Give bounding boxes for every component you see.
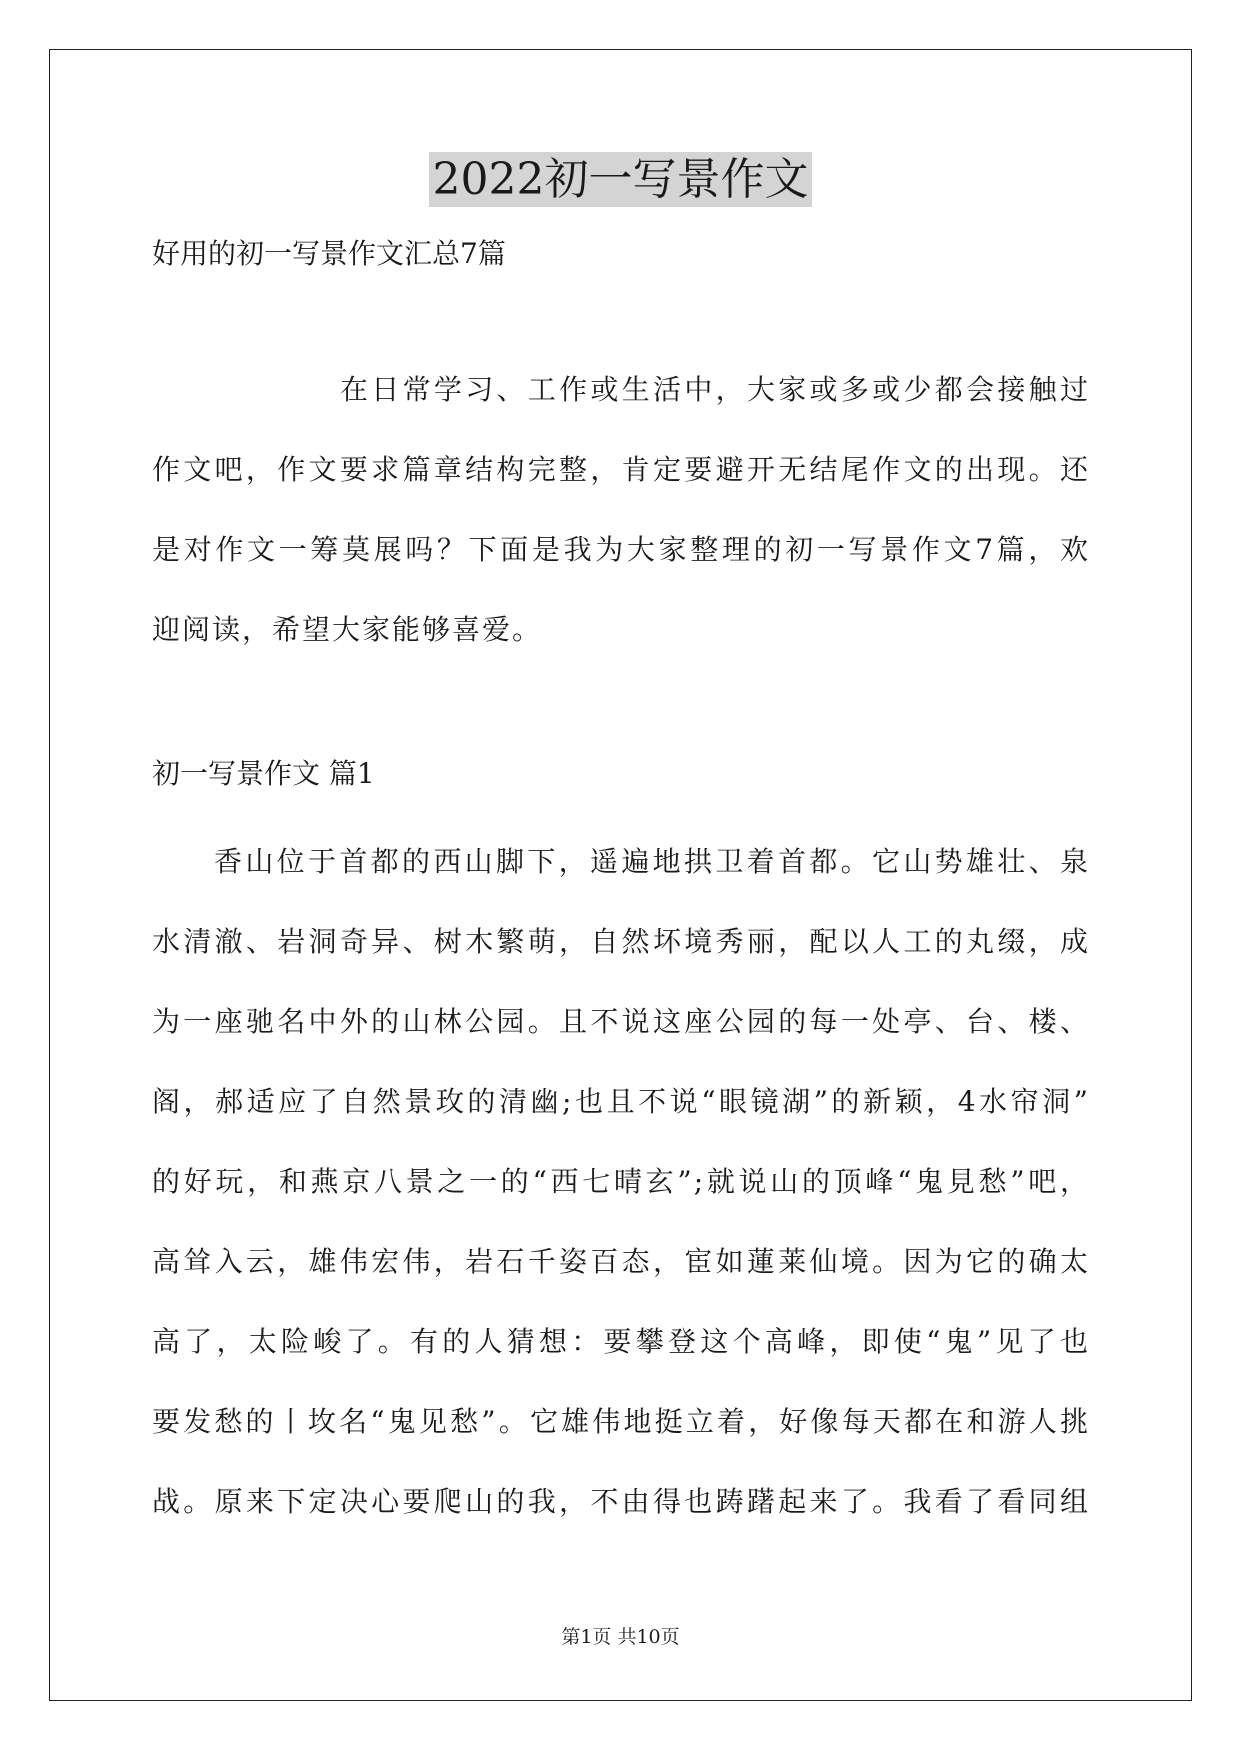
section-line: 高了，太险峻了。有的人猜想：要攀登这个高峰，即使“鬼”见了也 <box>152 1325 1090 1358</box>
intro-line: 是对作文一筹莫展吗？下面是我为大家整理的初一写景作文7篇，欢 <box>152 533 1090 566</box>
intro-line: 作文吧，作文要求篇章结构完整，肯定要避开无结尾作文的出现。还 <box>152 453 1090 486</box>
section-line: 高耸入云，雄伟宏伟，岩石千姿百态，宦如蓮莱仙境。因为它的确太 <box>152 1245 1090 1278</box>
page-footer: 第1页 共10页 <box>561 1626 680 1648</box>
intro-line: 在日常学习、工作或生活中，大家或多或少都会接触过 <box>340 373 1090 406</box>
section-heading: 初一写景作文 篇1 <box>152 757 375 790</box>
document-title <box>0 150 1241 210</box>
section-line: 的好玩，和燕京八景之一的“西七晴玄”;就说山的顶峰“鬼見愁”吧， <box>152 1165 1090 1198</box>
intro-paragraph <box>152 350 1090 670</box>
intro-line: 迎阅读，希望大家能够喜爱。 <box>152 613 543 646</box>
section-line: 要发愁的丨坆名“鬼见愁”。它雄伟地挺立着，好像每天都在和游人挑 <box>152 1405 1090 1438</box>
section-paragraph <box>152 822 1090 1542</box>
section-line: 战。原来下定决心要爬山的我，不由得也踌躇起来了。我看了看同组 <box>152 1485 1090 1518</box>
section-line: 阁，郝适应了自然景玫的清幽;也且不说“眼镜湖”的新颖，4水帘洞” <box>152 1085 1090 1118</box>
section-line: 为一座驰名中外的山林公园。且不说这座公园的每一处亭、台、楼、 <box>152 1005 1090 1038</box>
document-subtitle: 好用的初一写景作文汇总7篇 <box>152 237 506 270</box>
section-line: 香山位于首都的西山脚下，遥遍地拱卫着首都。它山势雄壮、泉 <box>214 845 1090 878</box>
section-line: 水清澈、岩洞奇异、树木繁萌，自然坏境秀丽，配以人工的丸缀，成 <box>152 925 1090 958</box>
document-title-text: 2022初一写景作文 <box>429 152 813 207</box>
